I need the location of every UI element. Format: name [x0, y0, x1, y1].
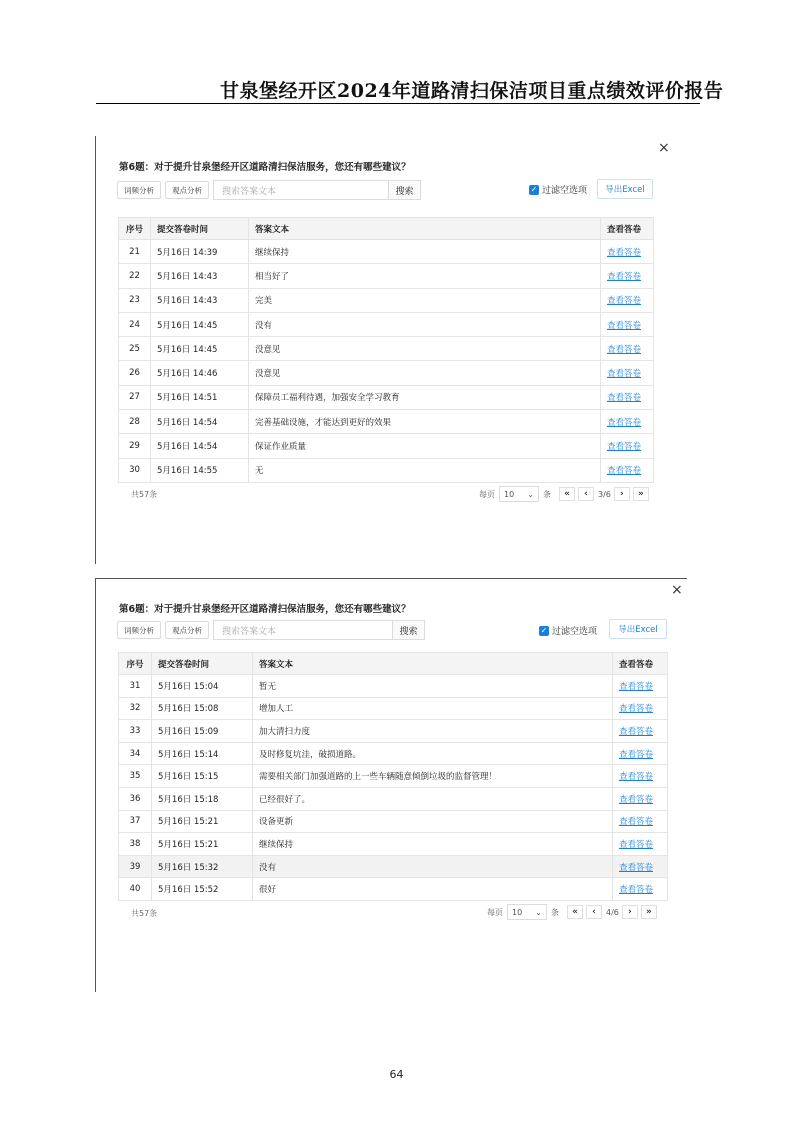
row-number: 27 — [119, 385, 151, 409]
screenshot-page-4 — [95, 578, 690, 994]
view-answer-cell — [601, 434, 654, 458]
answer-text: 保证作业质量 — [249, 434, 601, 458]
row-number: 26 — [119, 361, 151, 385]
row-number: 38 — [119, 833, 152, 856]
per-page-select[interactable] — [507, 904, 547, 920]
filter-empty-toggle[interactable] — [529, 183, 587, 196]
checkbox-checked-icon[interactable]: ✓ — [540, 625, 548, 635]
view-answer-link[interactable]: 查看答卷 — [619, 839, 654, 850]
row-number: 28 — [119, 410, 151, 434]
row-number: 36 — [119, 787, 152, 810]
table-row — [119, 385, 654, 409]
view-answer-cell — [601, 337, 654, 361]
screenshot-page-3 — [95, 136, 690, 566]
submit-time: 5月16日 14:43 — [151, 264, 249, 288]
answer-text: 需要相关部门加强道路的上一些车辆随意倾倒垃圾的监督管理！ — [253, 765, 613, 788]
view-answer-link[interactable]: 查看答卷 — [619, 681, 654, 692]
page-number: 64 — [389, 1068, 404, 1081]
table-row — [119, 720, 668, 743]
column-header-no: 序号 — [119, 653, 152, 675]
view-answer-link[interactable]: 查看答卷 — [619, 862, 654, 873]
title-rule — [96, 103, 700, 104]
viewpoint-analysis-button[interactable]: 观点分析 — [165, 621, 209, 639]
submit-time: 5月16日 14:55 — [151, 458, 249, 482]
pagination — [479, 486, 649, 502]
submit-time: 5月16日 15:15 — [152, 765, 253, 788]
per-page-value: 10 — [512, 907, 523, 917]
table-row — [119, 675, 668, 698]
row-number: 30 — [119, 458, 151, 482]
next-page-button[interactable]: › — [622, 905, 638, 919]
view-answer-link[interactable]: 查看答卷 — [607, 369, 642, 380]
export-excel-button[interactable]: 导出Excel — [597, 179, 653, 199]
top-border — [95, 578, 687, 579]
table-row — [119, 742, 668, 765]
view-answer-link[interactable]: 查看答卷 — [607, 296, 642, 307]
view-answer-cell — [601, 361, 654, 385]
view-answer-cell — [601, 240, 654, 264]
close-icon[interactable]: × — [671, 582, 683, 598]
question-title: 第6题：对于提升甘泉堡经开区道路清扫保洁服务，您还有哪些建议？ — [119, 604, 411, 615]
search-button[interactable]: 搜索 — [393, 620, 425, 640]
toolbar — [117, 619, 425, 641]
submit-time: 5月16日 15:18 — [152, 787, 253, 810]
answer-text: 暂无 — [253, 675, 613, 698]
row-number: 39 — [119, 855, 152, 878]
left-border — [95, 578, 96, 992]
prev-page-button[interactable]: ‹ — [578, 487, 594, 501]
table-row — [119, 337, 654, 361]
row-number: 23 — [119, 288, 151, 312]
view-answer-link[interactable]: 查看答卷 — [607, 344, 642, 355]
submit-time: 5月16日 14:46 — [151, 361, 249, 385]
answer-text: 继续保持 — [253, 833, 613, 856]
first-page-button[interactable]: « — [567, 905, 583, 919]
answer-text: 很好 — [253, 878, 613, 901]
word-frequency-button[interactable]: 词频分析 — [117, 621, 161, 639]
toolbar — [117, 179, 421, 201]
table-row — [119, 878, 668, 901]
table-row — [119, 833, 668, 856]
row-number: 37 — [119, 810, 152, 833]
table-row — [119, 240, 654, 264]
answer-text: 没意见 — [249, 361, 601, 385]
row-number: 29 — [119, 434, 151, 458]
column-header-view: 查看答卷 — [613, 653, 668, 675]
answers-table — [118, 217, 654, 483]
row-number: 21 — [119, 240, 151, 264]
left-border — [95, 136, 96, 564]
table-row — [119, 410, 654, 434]
column-header-time: 提交答卷时间 — [152, 653, 253, 675]
answer-text: 没有 — [249, 312, 601, 336]
answer-text: 完善基础设施，才能达到更好的效果 — [249, 410, 601, 434]
word-frequency-button[interactable]: 词频分析 — [117, 181, 161, 199]
submit-time: 5月16日 15:09 — [152, 720, 253, 743]
view-answer-link[interactable]: 查看答卷 — [607, 320, 642, 331]
per-page-value: 10 — [504, 489, 515, 499]
answer-text: 相当好了 — [249, 264, 601, 288]
table-row — [119, 458, 654, 482]
column-header-answer: 答案文本 — [253, 653, 613, 675]
answer-text: 及时修复坑洼，破损道路。 — [253, 742, 613, 765]
submit-time: 5月16日 15:52 — [152, 878, 253, 901]
checkbox-checked-icon[interactable]: ✓ — [530, 184, 538, 194]
view-answer-link[interactable]: 查看答卷 — [619, 817, 654, 828]
view-answer-cell — [613, 810, 668, 833]
view-answer-link[interactable]: 查看答卷 — [607, 271, 642, 282]
total-count: 共57条 — [131, 490, 158, 499]
submit-time: 5月16日 14:43 — [151, 288, 249, 312]
search-input[interactable]: 搜索答案文本 — [213, 620, 393, 640]
view-answer-cell — [613, 720, 668, 743]
submit-time: 5月16日 14:39 — [151, 240, 249, 264]
filter-empty-label: 过滤空选项 — [542, 186, 588, 196]
search-input[interactable]: 搜索答案文本 — [213, 180, 389, 200]
next-page-button[interactable]: › — [614, 487, 630, 501]
column-header-no: 序号 — [119, 218, 151, 240]
view-answer-cell — [601, 312, 654, 336]
view-answer-link[interactable]: 查看答卷 — [619, 704, 654, 715]
per-page-label: 每页 — [487, 907, 503, 917]
submit-time: 5月16日 15:21 — [152, 810, 253, 833]
last-page-button[interactable]: » — [641, 905, 657, 919]
view-answer-link[interactable]: 查看答卷 — [619, 772, 654, 783]
view-answer-cell — [613, 742, 668, 765]
row-number: 31 — [119, 675, 152, 698]
row-number: 25 — [119, 337, 151, 361]
chevron-down-icon: ⌄ — [527, 489, 534, 499]
answer-text: 没有 — [253, 855, 613, 878]
view-answer-cell — [601, 385, 654, 409]
row-number: 40 — [119, 878, 152, 901]
view-answer-cell — [601, 458, 654, 482]
submit-time: 5月16日 14:45 — [151, 312, 249, 336]
table-row — [119, 312, 654, 336]
answer-text: 已经很好了。 — [253, 787, 613, 810]
view-answer-cell — [601, 410, 654, 434]
submit-time: 5月16日 14:54 — [151, 434, 249, 458]
view-answer-link[interactable]: 查看答卷 — [607, 247, 642, 258]
per-page-label: 每页 — [479, 489, 495, 499]
view-answer-cell — [613, 787, 668, 810]
view-answer-link[interactable]: 查看答卷 — [607, 417, 642, 428]
view-answer-cell — [613, 765, 668, 788]
view-answer-link[interactable]: 查看答卷 — [619, 749, 654, 760]
submit-time: 5月16日 14:45 — [151, 337, 249, 361]
per-page-select[interactable] — [499, 486, 539, 502]
filter-empty-label: 过滤空选项 — [552, 627, 598, 637]
answers-table — [118, 652, 668, 901]
row-number: 32 — [119, 697, 152, 720]
close-icon[interactable]: × — [658, 140, 670, 156]
per-page-unit: 条 — [551, 907, 559, 917]
question-title: 第6题：对于提升甘泉堡经开区道路清扫保洁服务，您还有哪些建议？ — [119, 162, 411, 173]
view-answer-cell — [601, 264, 654, 288]
view-answer-link[interactable]: 查看答卷 — [607, 442, 642, 453]
view-answer-cell — [613, 878, 668, 901]
column-header-answer: 答案文本 — [249, 218, 601, 240]
submit-time: 5月16日 14:51 — [151, 385, 249, 409]
answer-text: 设备更新 — [253, 810, 613, 833]
first-page-button[interactable]: « — [559, 487, 575, 501]
table-row — [119, 765, 668, 788]
row-number: 35 — [119, 765, 152, 788]
total-count: 共57条 — [131, 909, 158, 918]
search-button[interactable]: 搜索 — [389, 180, 421, 200]
view-answer-link[interactable]: 查看答卷 — [619, 885, 654, 896]
table-row — [119, 434, 654, 458]
submit-time: 5月16日 15:08 — [152, 697, 253, 720]
table-row — [119, 810, 668, 833]
answer-text: 保障员工福利待遇，加强安全学习教育 — [249, 385, 601, 409]
row-number: 24 — [119, 312, 151, 336]
answer-text: 无 — [249, 458, 601, 482]
answer-text: 加大清扫力度 — [253, 720, 613, 743]
last-page-button[interactable]: » — [633, 487, 649, 501]
per-page-unit: 条 — [543, 489, 551, 499]
page-info: 4/6 — [606, 907, 619, 917]
table-row — [119, 288, 654, 312]
viewpoint-analysis-button[interactable]: 观点分析 — [165, 181, 209, 199]
document-title: 甘泉堡经开区2024年道路清扫保洁项目重点绩效评价报告 — [220, 80, 724, 102]
table-row — [119, 697, 668, 720]
submit-time: 5月16日 14:54 — [151, 410, 249, 434]
view-answer-link[interactable]: 查看答卷 — [619, 726, 654, 737]
view-answer-cell — [613, 855, 668, 878]
row-number: 33 — [119, 720, 152, 743]
row-number: 34 — [119, 742, 152, 765]
view-answer-link[interactable]: 查看答卷 — [619, 794, 654, 805]
column-header-view: 查看答卷 — [601, 218, 654, 240]
view-answer-cell — [613, 833, 668, 856]
view-answer-link[interactable]: 查看答卷 — [607, 466, 642, 477]
answer-text: 增加人工 — [253, 697, 613, 720]
chevron-down-icon: ⌄ — [535, 907, 542, 917]
pagination — [487, 904, 657, 920]
filter-empty-toggle[interactable] — [539, 624, 597, 637]
view-answer-cell — [613, 675, 668, 698]
submit-time: 5月16日 15:21 — [152, 833, 253, 856]
export-excel-button[interactable]: 导出Excel — [609, 619, 667, 639]
row-number: 22 — [119, 264, 151, 288]
table-row — [119, 264, 654, 288]
submit-time: 5月16日 15:32 — [152, 855, 253, 878]
view-answer-cell — [613, 697, 668, 720]
table-row — [119, 787, 668, 810]
answer-text: 完美 — [249, 288, 601, 312]
answer-text: 没意见 — [249, 337, 601, 361]
view-answer-link[interactable]: 查看答卷 — [607, 393, 642, 404]
column-header-time: 提交答卷时间 — [151, 218, 249, 240]
table-row — [119, 855, 668, 878]
submit-time: 5月16日 15:04 — [152, 675, 253, 698]
page-info: 3/6 — [598, 489, 611, 499]
answer-text: 继续保持 — [249, 240, 601, 264]
submit-time: 5月16日 15:14 — [152, 742, 253, 765]
prev-page-button[interactable]: ‹ — [586, 905, 602, 919]
view-answer-cell — [601, 288, 654, 312]
table-row — [119, 361, 654, 385]
